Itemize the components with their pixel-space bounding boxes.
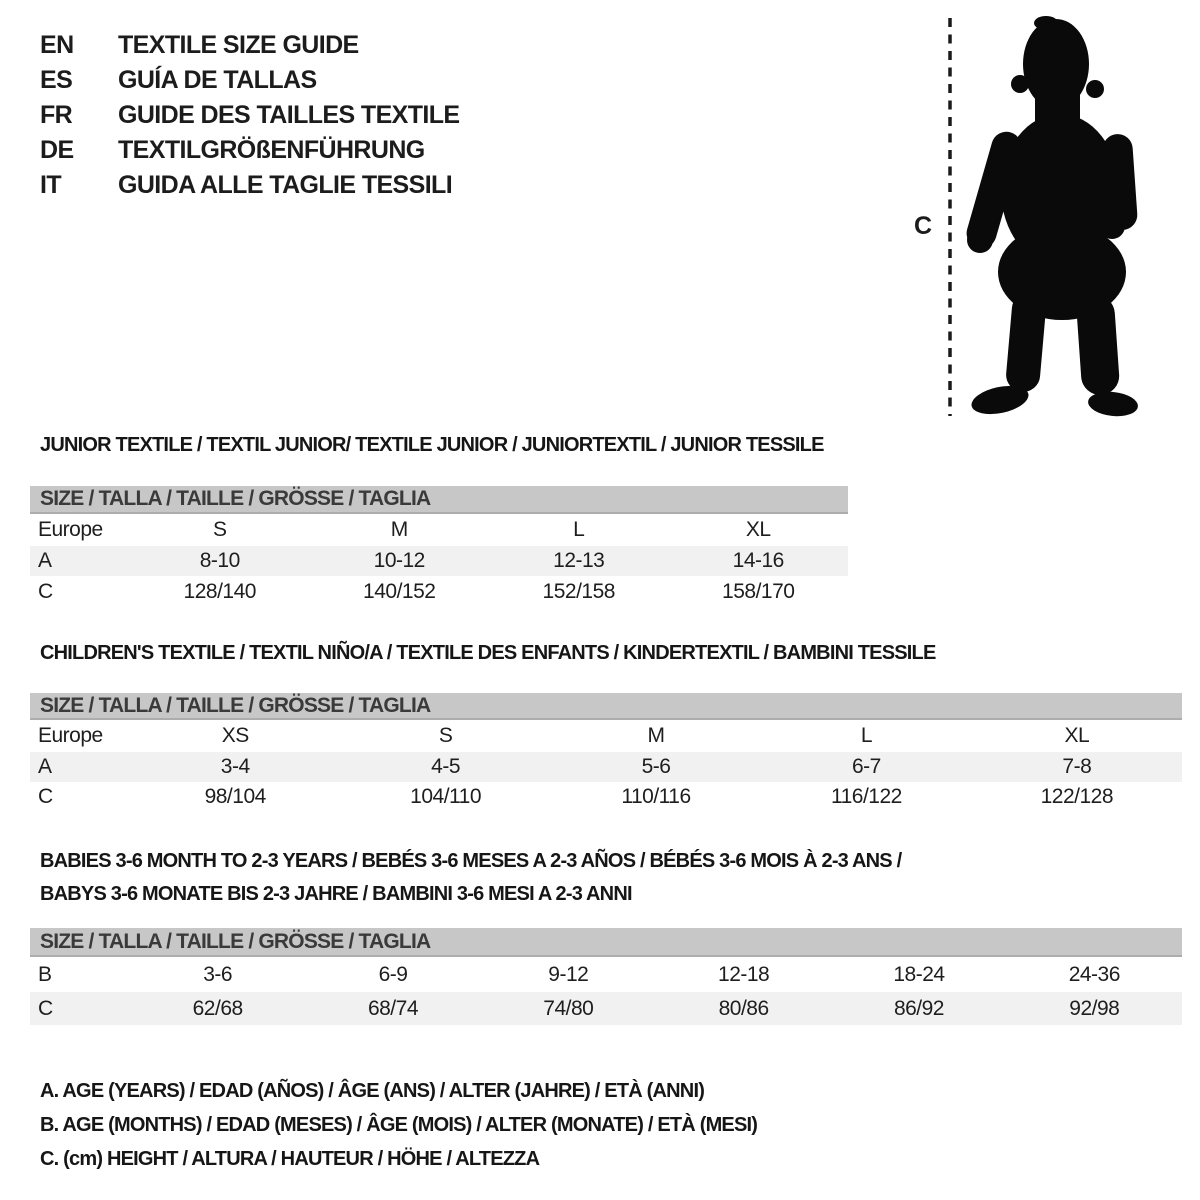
lang-title: TEXTILGRÖßENFÜHRUNG bbox=[118, 136, 425, 164]
table-row bbox=[30, 782, 1182, 812]
size-band-label: SIZE / TALLA / TAILLE / GRÖSSE / TAGLIA bbox=[40, 693, 431, 717]
lang-row-en bbox=[40, 28, 460, 63]
size-band-label: SIZE / TALLA / TAILLE / GRÖSSE / TAGLIA bbox=[40, 487, 431, 510]
table-cell: 68/74 bbox=[367, 996, 419, 1020]
lang-code: EN bbox=[40, 31, 74, 59]
table-cell: 110/116 bbox=[621, 785, 691, 808]
table-row bbox=[30, 752, 1182, 782]
row-label: A bbox=[38, 549, 52, 572]
table-cell: 9-12 bbox=[548, 962, 589, 986]
lang-code: DE bbox=[40, 136, 74, 164]
row-label: A bbox=[38, 755, 52, 778]
babies-section-title-line2: BABYS 3-6 MONATE BIS 2-3 JAHRE / BAMBINI 3-6 MESI A 2-3 ANNI bbox=[40, 883, 632, 905]
language-title-list bbox=[40, 28, 460, 203]
table-cell: M bbox=[647, 724, 665, 747]
lang-row-de bbox=[40, 133, 460, 168]
table-cell: S bbox=[438, 724, 453, 747]
lang-code: FR bbox=[40, 101, 73, 129]
babies-size-table bbox=[30, 928, 1182, 1025]
table-cell: 98/104 bbox=[204, 785, 266, 808]
junior-section-title: JUNIOR TEXTILE / TEXTIL JUNIOR/ TEXTILE JUNIOR / JUNIORTEXTIL / JUNIOR TESSILE bbox=[40, 434, 824, 456]
footnote-a: A. AGE (YEARS) / EDAD (AÑOS) / ÂGE (ANS) / ALTER (JAHRE) / ETÀ (ANNI) bbox=[40, 1079, 705, 1102]
table-cell: S bbox=[212, 518, 227, 541]
table-cell: XL bbox=[745, 518, 771, 541]
table-cell: 152/158 bbox=[542, 579, 615, 603]
row-label: C bbox=[38, 579, 53, 603]
lang-title: GUIDA ALLE TAGLIE TESSILI bbox=[118, 171, 453, 199]
size-band bbox=[30, 486, 848, 514]
table-cell: 4-5 bbox=[431, 755, 461, 778]
babies-section-title-line1: BABIES 3-6 MONTH TO 2-3 YEARS / BEBÉS 3-6 MESES A 2-3 AÑOS / BÉBÉS 3-6 MOIS À 2-3 ANS / bbox=[40, 850, 902, 872]
legend-footnotes bbox=[40, 1074, 757, 1176]
row-label: C bbox=[38, 785, 53, 808]
row-label: Europe bbox=[38, 518, 103, 541]
table-cell: 6-9 bbox=[378, 962, 408, 986]
footnote-c: C. (cm) HEIGHT / ALTURA / HAUTEUR / HÖHE / ALTEZZA bbox=[40, 1147, 540, 1170]
lang-row-es bbox=[40, 63, 460, 98]
table-cell: 7-8 bbox=[1062, 755, 1092, 778]
lang-title: GUIDE DES TAILLES TEXTILE bbox=[118, 101, 460, 129]
table-cell: XS bbox=[221, 724, 249, 747]
children-size-table bbox=[30, 693, 1182, 812]
footnote-b: B. AGE (MONTHS) / EDAD (MESES) / ÂGE (MOIS) / ALTER (MONATE) / ETÀ (MESI) bbox=[40, 1113, 758, 1136]
table-row bbox=[30, 992, 1182, 1025]
lang-row-it bbox=[40, 168, 460, 203]
table-cell: 5-6 bbox=[641, 755, 671, 778]
table-cell: 14-16 bbox=[732, 549, 784, 572]
table-cell: 18-24 bbox=[893, 962, 945, 986]
table-cell: 122/128 bbox=[1040, 785, 1114, 808]
table-cell: 104/110 bbox=[410, 785, 482, 808]
lang-code: IT bbox=[40, 171, 62, 199]
table-cell: 86/92 bbox=[893, 996, 944, 1020]
lang-title: GUÍA DE TALLAS bbox=[118, 66, 317, 94]
table-cell: 74/80 bbox=[543, 996, 594, 1020]
lang-title: TEXTILE SIZE GUIDE bbox=[118, 31, 359, 59]
table-cell: 6-7 bbox=[851, 755, 881, 778]
toddler-body bbox=[963, 16, 1139, 419]
table-cell: 116/122 bbox=[830, 785, 902, 808]
table-cell: 158/170 bbox=[722, 579, 795, 603]
size-band bbox=[30, 693, 1182, 720]
table-cell: 3-6 bbox=[203, 962, 233, 986]
table-cell: 24-36 bbox=[1068, 962, 1120, 986]
lang-row-fr bbox=[40, 98, 460, 133]
c-measure-label: C bbox=[914, 212, 933, 240]
row-label: C bbox=[38, 996, 53, 1020]
table-cell: L bbox=[573, 518, 585, 541]
table-cell: XL bbox=[1064, 724, 1090, 747]
table-row bbox=[30, 576, 848, 607]
table-cell: 12-13 bbox=[553, 549, 605, 572]
table-cell: L bbox=[860, 724, 873, 747]
table-row bbox=[30, 720, 1182, 752]
table-cell: 140/152 bbox=[363, 579, 436, 603]
size-band-label: SIZE / TALLA / TAILLE / GRÖSSE / TAGLIA bbox=[40, 929, 431, 953]
table-row bbox=[30, 546, 848, 576]
row-label: B bbox=[38, 962, 52, 986]
table-cell: 12-18 bbox=[718, 962, 770, 986]
lang-code: ES bbox=[40, 66, 73, 94]
table-row bbox=[30, 514, 848, 546]
table-cell: 10-12 bbox=[373, 549, 425, 572]
table-row bbox=[30, 957, 1182, 992]
size-band bbox=[30, 928, 1182, 957]
children-section-title: CHILDREN'S TEXTILE / TEXTIL NIÑO/A / TEXTILE DES ENFANTS / KINDERTEXTIL / BAMBINI TESSILE bbox=[40, 642, 936, 664]
table-cell: 8-10 bbox=[199, 549, 240, 572]
table-cell: 92/98 bbox=[1069, 996, 1120, 1020]
table-cell: M bbox=[390, 518, 408, 541]
row-label: Europe bbox=[38, 724, 103, 747]
junior-size-table bbox=[30, 486, 848, 607]
table-cell: 62/68 bbox=[192, 996, 243, 1020]
table-cell: 3-4 bbox=[220, 755, 250, 778]
table-cell: 128/140 bbox=[183, 579, 256, 603]
table-cell: 80/86 bbox=[718, 996, 769, 1020]
